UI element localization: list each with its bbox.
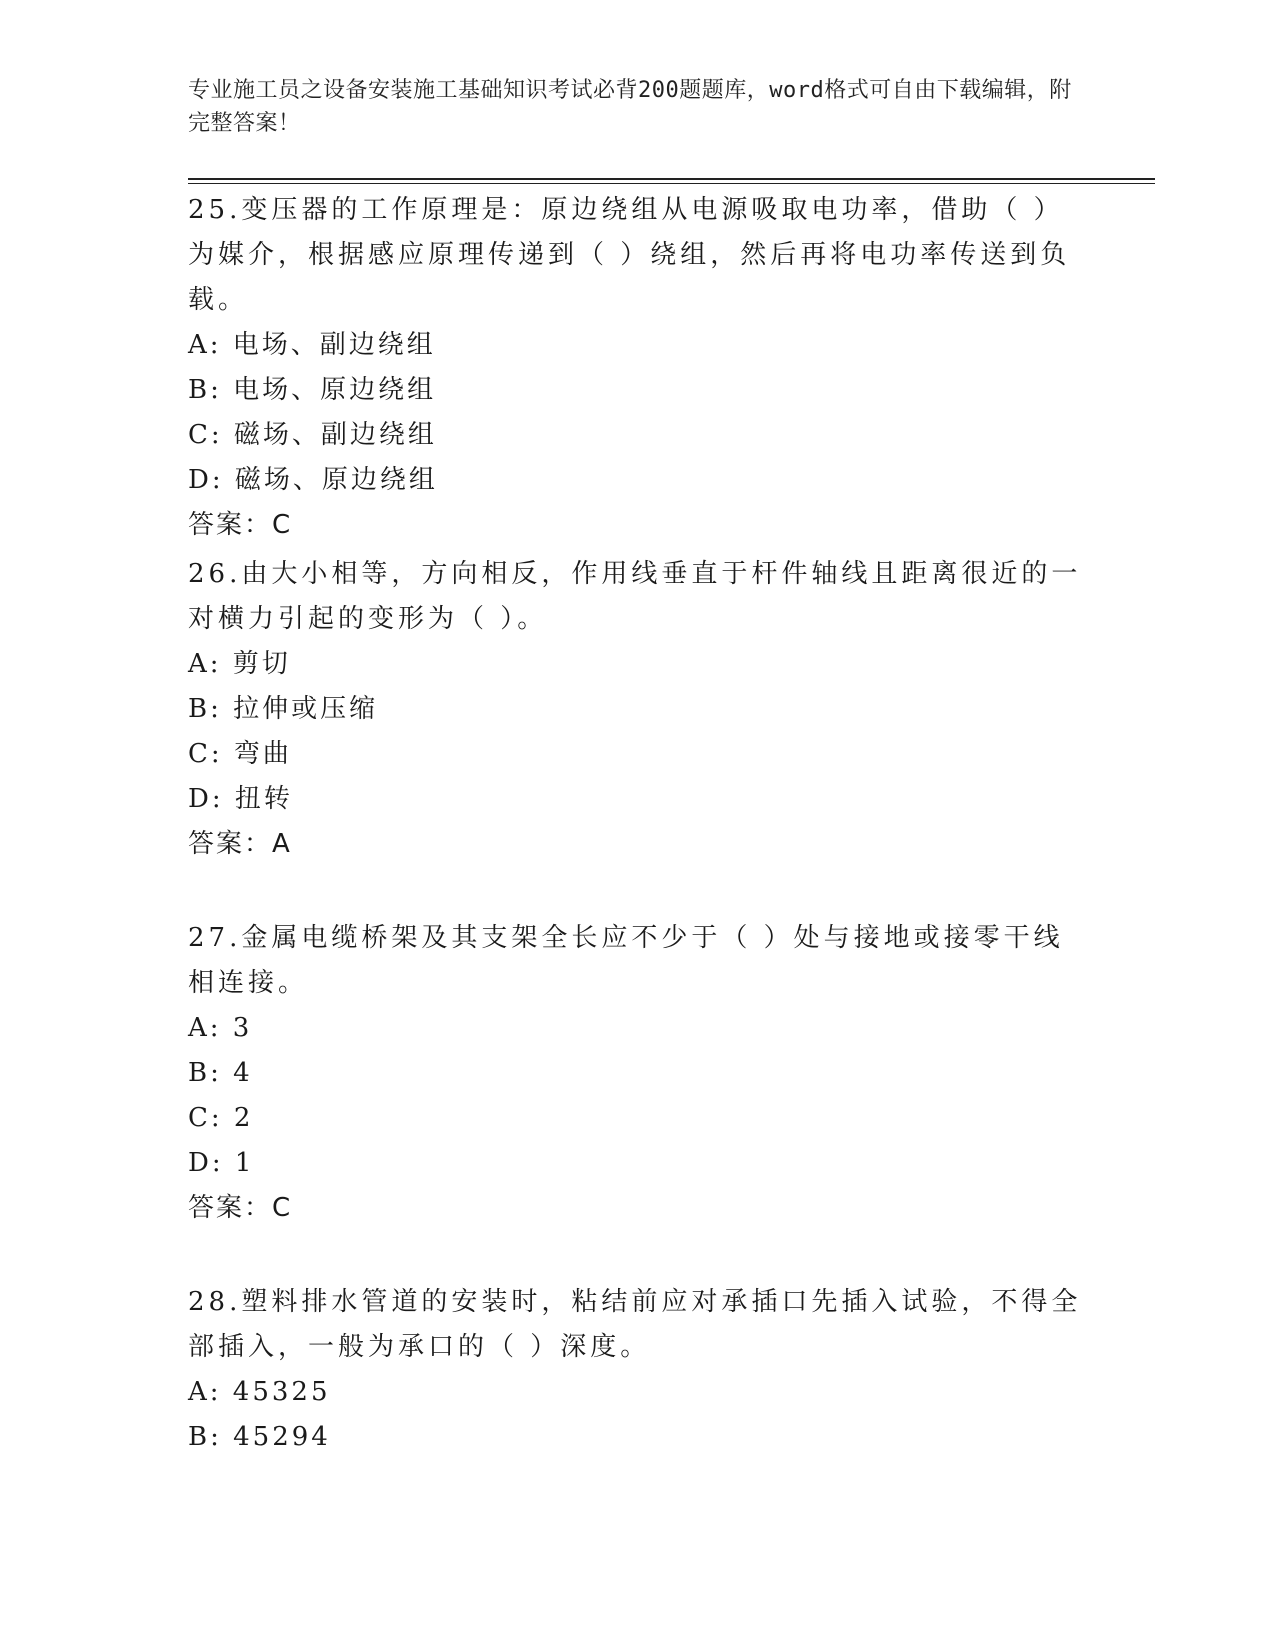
option-b: B: 拉伸或压缩 — [188, 694, 379, 724]
option-b: B: 45294 — [188, 1422, 331, 1452]
question-28 — [188, 1280, 1088, 1460]
option-c: C: 2 — [188, 1103, 254, 1133]
header-title: 专业施工员之设备安装施工基础知识考试必背200题题库，word格式可自由下载编辑，附完整答案！ — [188, 78, 1072, 136]
option-a: A: 45325 — [188, 1377, 331, 1407]
option-a: A: 剪切 — [188, 649, 291, 679]
answer-line: 答案：C — [188, 1193, 293, 1223]
question-26 — [188, 552, 1088, 867]
option-c: C: 弯曲 — [188, 739, 292, 769]
option-a: A: 3 — [188, 1013, 253, 1043]
document-header — [188, 74, 1088, 140]
answer-line: 答案：C — [188, 510, 293, 540]
question-27 — [188, 916, 1088, 1231]
question-stem: 28.塑料排水管道的安装时，粘结前应对承插口先插入试验，不得全部插入，一般为承口的（ ）深度。 — [188, 1287, 1082, 1362]
option-a: A: 电场、副边绕组 — [188, 330, 436, 360]
answer-line: 答案：A — [188, 829, 292, 859]
question-stem: 26.由大小相等，方向相反，作用线垂直于杆件轴线且距离很近的一对横力引起的变形为（ ）。 — [188, 559, 1082, 634]
option-b: B: 4 — [188, 1058, 253, 1088]
option-d: D: 扭转 — [188, 784, 293, 814]
option-b: B: 电场、原边绕组 — [188, 375, 437, 405]
option-c: C: 磁场、副边绕组 — [188, 420, 437, 450]
option-d: D: 磁场、原边绕组 — [188, 465, 438, 495]
question-stem: 27.金属电缆桥架及其支架全长应不少于（ ）处与接地或接零干线相连接。 — [188, 923, 1064, 998]
header-divider — [188, 178, 1155, 184]
option-d: D: 1 — [188, 1148, 255, 1178]
question-stem: 25.变压器的工作原理是：原边绕组从电源吸取电功率，借助（ ）为媒介，根据感应原理传递到（ ）绕组，然后再将电功率传送到负载。 — [188, 195, 1071, 315]
question-25 — [188, 188, 1088, 548]
